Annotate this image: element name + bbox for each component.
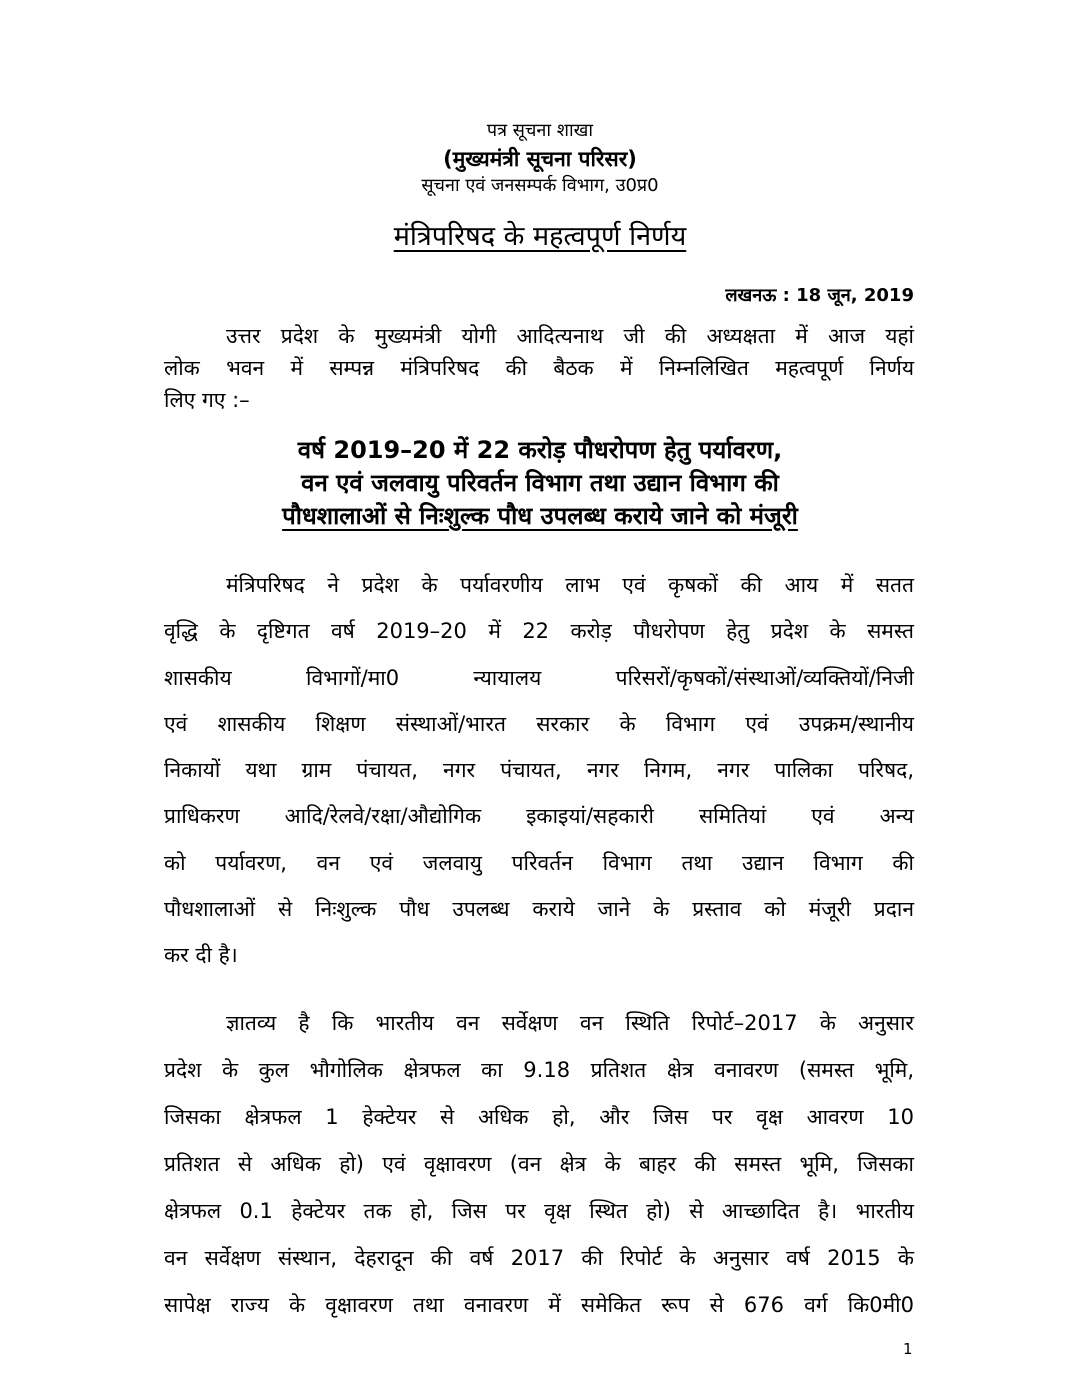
paragraph-line: कर दी है। — [164, 943, 238, 968]
document-title: मंत्रिपरिषद के महत्वपूर्ण निर्णय — [393, 221, 687, 252]
paragraph-line: एवं शासकीय शिक्षण संस्थाओं/भारत सरकार के विभाग एवं उपक्रम/स्थानीय — [164, 711, 914, 736]
header-department-branch: पत्र सूचना शाखा — [486, 120, 594, 141]
paragraph-line: वृद्धि के दृष्टिगत वर्ष 2019–20 में 22 करोड़ पौधरोपण हेतु प्रदेश के समस्त — [164, 619, 914, 644]
paragraph-line: पौधशालाओं से निःशुल्क पौध उपलब्ध कराये जाने के प्रस्ताव को मंजूरी प्रदान — [164, 897, 914, 922]
paragraph-line: को पर्यावरण, वन एवं जलवायु परिवर्तन विभाग तथा उद्यान विभाग की — [164, 850, 914, 875]
header-office-name: (मुख्यमंत्री सूचना परिसर) — [443, 147, 637, 171]
paragraph-line: सापेक्ष राज्य के वृक्षावरण तथा वनावरण में समेकित रूप से 676 वर्ग कि0मी0 — [164, 1293, 914, 1317]
dateline: लखनऊ : 18 जून, 2019 — [725, 285, 914, 306]
decision-heading-line: वर्ष 2019–20 में 22 करोड़ पौधरोपण हेतु पर्यावरण, — [297, 436, 783, 464]
paragraph-line: प्राधिकरण आदि/रेलवे/रक्षा/औद्योगिक इकाइयां/सहकारी समितियां एवं अन्य — [164, 804, 914, 829]
paragraph-line: निकायों यथा ग्राम पंचायत, नगर पंचायत, नगर निगम, नगर पालिका परिषद, — [164, 758, 914, 783]
paragraph-line: जिसका क्षेत्रफल 1 हेक्टेयर से अधिक हो, और जिस पर वृक्ष आवरण 10 — [164, 1105, 914, 1129]
paragraph-line: ज्ञातव्य है कि भारतीय वन सर्वेक्षण वन स्थिति रिपोर्ट–2017 के अनुसार — [226, 1011, 914, 1035]
paragraph-line: शासकीय विभागों/मा0 न्यायालय परिसरों/कृषकों/संस्थाओं/व्यक्तियों/निजी — [164, 665, 914, 690]
decision-heading-line: पौधशालाओं से निःशुल्क पौध उपलब्ध कराये जाने को मंजूरी — [282, 502, 798, 530]
intro-line: उत्तर प्रदेश के मुख्यमंत्री योगी आदित्यनाथ जी की अध्यक्षता में आज यहां — [226, 324, 914, 348]
decision-heading-line: वन एवं जलवायु परिवर्तन विभाग तथा उद्यान विभाग की — [301, 469, 779, 497]
background-paragraph — [164, 1000, 914, 1329]
page-number: 1 — [903, 1340, 913, 1358]
intro-paragraph — [164, 320, 914, 416]
intro-line: लोक भवन में सम्पन्न मंत्रिपरिषद की बैठक में निम्नलिखित महत्वपूर्ण निर्णय — [164, 356, 914, 380]
decision-paragraph — [164, 562, 914, 979]
paragraph-line: प्रतिशत से अधिक हो) एवं वृक्षावरण (वन क्षेत्र के बाहर की समस्त भूमि, जिसका — [164, 1152, 914, 1176]
paragraph-line: प्रदेश के कुल भौगोलिक क्षेत्रफल का 9.18 प्रतिशत क्षेत्र वनावरण (समस्त भूमि, — [164, 1058, 914, 1082]
paragraph-line: वन सर्वेक्षण संस्थान, देहरादून की वर्ष 2017 की रिपोर्ट के अनुसार वर्ष 2015 के — [164, 1246, 914, 1270]
intro-line: लिए गए :– — [164, 388, 250, 412]
paragraph-line: मंत्रिपरिषद ने प्रदेश के पर्यावरणीय लाभ एवं कृषकों की आय में सतत — [226, 573, 914, 597]
header-department: सूचना एवं जनसम्पर्क विभाग, उ0प्र0 — [421, 175, 659, 196]
paragraph-line: क्षेत्रफल 0.1 हेक्टेयर तक हो, जिस पर वृक्ष स्थित हो) से आच्छादित है। भारतीय — [164, 1199, 914, 1223]
decision-heading — [0, 434, 1080, 533]
